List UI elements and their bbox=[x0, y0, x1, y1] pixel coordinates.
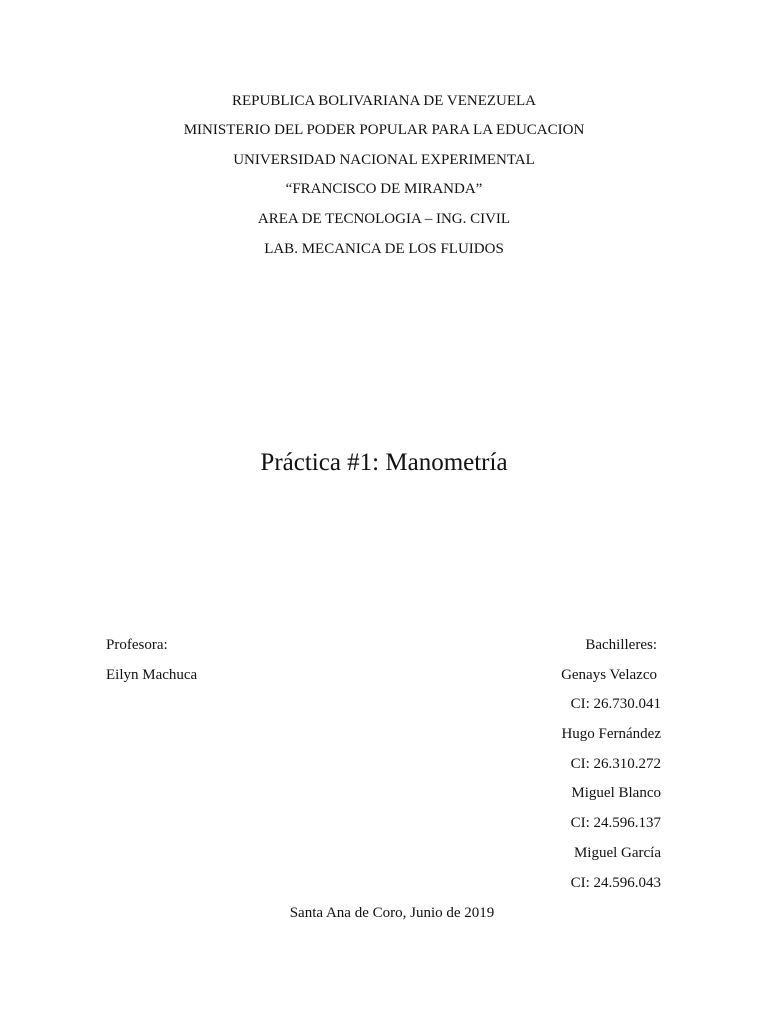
place-date: Santa Ana de Coro, Junio de 2019 bbox=[289, 905, 495, 921]
student-ci: CI: 24.596.137 bbox=[570, 815, 661, 832]
header-ministry: MINISTERIO DEL PODER POPULAR PARA LA EDUCACION bbox=[183, 122, 585, 138]
header-area: AREA DE TECNOLOGIA – ING. CIVIL bbox=[257, 211, 511, 227]
students-block bbox=[561, 636, 661, 903]
professor-block bbox=[106, 636, 197, 696]
student-ci: CI: 24.596.043 bbox=[570, 874, 661, 891]
header-university-name: “FRANCISCO DE MIRANDA” bbox=[285, 181, 483, 197]
student-ci: CI: 26.730.041 bbox=[570, 696, 661, 713]
professor-name: Eilyn Machuca bbox=[106, 667, 198, 683]
student-name: Miguel Blanco bbox=[571, 785, 661, 802]
professor-label: Profesora: bbox=[106, 637, 168, 653]
student-name: Miguel García bbox=[573, 844, 661, 861]
student-name: Genays Velazco bbox=[561, 666, 657, 683]
document-title: Práctica #1: Manometría bbox=[260, 449, 508, 476]
header-lab: LAB. MECANICA DE LOS FLUIDOS bbox=[264, 241, 504, 257]
student-name: Hugo Fernández bbox=[561, 726, 661, 743]
header-republic: REPUBLICA BOLIVARIANA DE VENEZUELA bbox=[231, 93, 537, 109]
header-university: UNIVERSIDAD NACIONAL EXPERIMENTAL bbox=[233, 152, 535, 168]
student-ci: CI: 26.310.272 bbox=[570, 755, 661, 772]
students-label: Bachilleres: bbox=[585, 637, 657, 653]
